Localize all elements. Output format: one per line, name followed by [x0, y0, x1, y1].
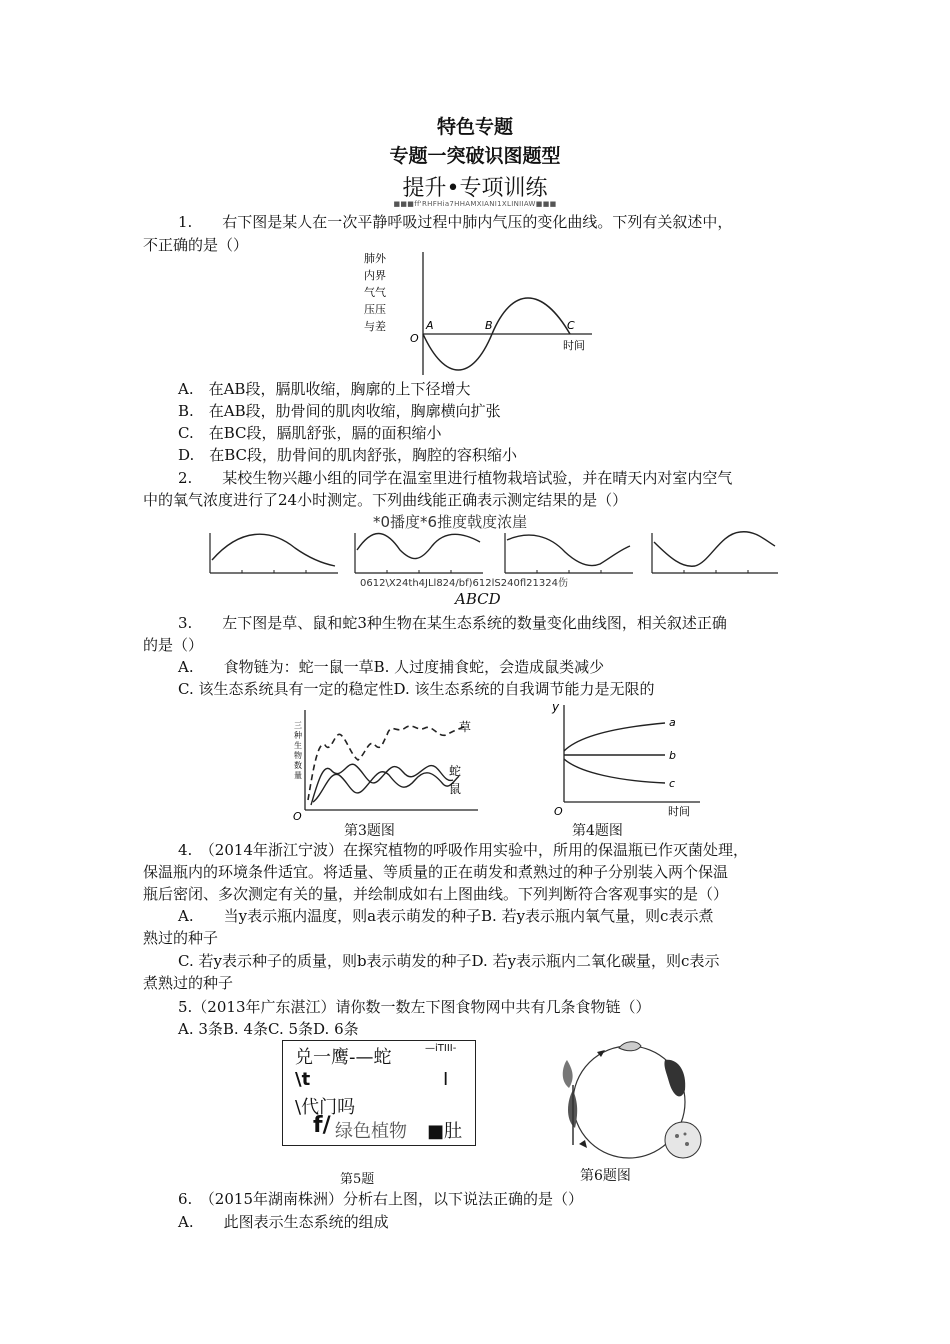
fig3-ylabel-5: 数	[294, 761, 302, 770]
fig4-label-c: c	[669, 777, 676, 790]
fig6-caterpillar-icon	[619, 1042, 641, 1051]
fig4-xlabel: 时间	[668, 805, 690, 818]
q2-figure-footer: 0612\X24th4JLl824/bf)612lS240fl21324伤	[360, 578, 568, 589]
fig6-plant-icon	[563, 1060, 573, 1088]
q5-web-line1: 兑一鹰-—蛇	[295, 1047, 392, 1068]
q2-curve-b	[355, 533, 483, 573]
q6-option-a: A. 此图表示生态系统的组成	[178, 1213, 389, 1231]
q1-point-c: C	[567, 319, 575, 332]
q2-oxygen-curves	[200, 528, 780, 590]
q4-option-line3: C. 若y表示种子的质量，则b表示萌发的种子D. 若y表示瓶内二氧化碳量，则c表示	[178, 952, 720, 970]
q5-caption: 第5题	[340, 1172, 375, 1187]
q3-option-line2: C. 该生态系统具有一定的稳定性D. 该生态系统的自我调节能力是无限的	[178, 680, 655, 698]
q1-option-b: B. 在AB段，肋骨间的肌肉收缩，胸廓横向扩张	[178, 402, 501, 420]
fig3-label-mouse: 鼠	[449, 782, 462, 796]
fig6-caption: 第6题图	[580, 1168, 631, 1184]
q1-origin: O	[410, 332, 419, 345]
fig6-ecosystem-cycle	[545, 1030, 715, 1165]
fig4-origin: O	[554, 805, 563, 818]
q4-option-line1: A. 当y表示瓶内温度，则a表示萌发的种子B. 若y表示瓶内氧气量，则c表示煮	[178, 907, 714, 925]
fig3-label-snake: 蛇	[449, 764, 462, 778]
fig3-mouse-curve	[313, 772, 462, 802]
q1-point-b: B	[485, 319, 493, 332]
q5-web-line3: \代门吗	[295, 1097, 356, 1118]
fig4-caption: 第4题图	[572, 823, 623, 839]
fig6-bird-icon	[664, 1060, 685, 1097]
q1-stem-line2: 不正确的是（）	[143, 236, 249, 254]
section-heading-small: ■■■ff'RHFHia7HHAMXIANI1XLINIIAW■■■	[393, 200, 557, 208]
q1-option-a: A. 在AB段，膈肌收缩，胸廓的上下径增大	[178, 380, 471, 398]
fig3-ylabel-3: 生	[294, 741, 302, 750]
fig3-label-grass: 草	[459, 720, 472, 734]
fig3-grass-curve	[308, 726, 467, 800]
q3-option-line1: A. 食物链为：蛇一鼠一草B. 人过度捕食蛇，会造成鼠类减少	[178, 658, 605, 676]
fig3-origin: O	[293, 810, 302, 823]
q4-stem-line2: 保温瓶内的环境条件适宜。将适量、等质量的正在萌发和煮熟过的种子分别装入两个保温	[143, 863, 729, 881]
q3-stem-line1: 3. 左下图是草、鼠和蛇3种生物在某生态系统的数量变化曲线图，相关叙述正确	[178, 614, 727, 632]
q1-ylabel-5: 与差	[364, 320, 386, 333]
fig3-caption: 第3题图	[344, 823, 395, 839]
q5-options: A. 3条B. 4条C. 5条D. 6条	[178, 1020, 359, 1038]
q2-curve-d	[652, 532, 778, 573]
fig3-ylabel-2: 种	[294, 731, 302, 740]
fig4-label-a: a	[669, 716, 676, 729]
q5-web-line2-right: I	[443, 1069, 449, 1090]
fig6-arrow-icon	[579, 1140, 587, 1148]
q4-option-line4: 煮熟过的种子	[143, 974, 234, 992]
fig6-decomposer-icon	[665, 1122, 701, 1158]
q1-pressure-chart	[360, 250, 600, 380]
fig4-curves-chart	[540, 697, 710, 825]
section-heading: 提升•专项训练	[402, 176, 548, 201]
q6-stem: 6. （2015年湖南株洲）分析右上图，以下说法正确的是（）	[178, 1190, 583, 1208]
fig3-ylabel-4: 物	[294, 751, 302, 760]
q5-food-web-box	[282, 1040, 476, 1146]
q5-web-line4-f: f/	[313, 1113, 331, 1138]
fig3-population-chart	[283, 700, 483, 825]
q5-web-line4-plant: 绿色植物	[335, 1121, 407, 1142]
q1-option-d: D. 在BC段，肋骨间的肌肉舒张，胸腔的容积缩小	[178, 446, 518, 464]
q1-ylabel-2: 内界	[364, 269, 386, 282]
q2-curve-a	[210, 533, 338, 573]
q1-xlabel: 时间	[563, 339, 585, 352]
page-title: 特色专题	[436, 116, 513, 138]
fig3-ylabel-1: 三	[294, 721, 302, 730]
q4-stem-line1: 4. （2014年浙江宁波）在探究植物的呼吸作用实验中，所用的保温瓶已作灭菌处理，	[178, 841, 748, 859]
fig4-curve-c	[564, 759, 665, 783]
fig3-snake-curve	[311, 764, 453, 805]
q1-ylabel-1: 肺外	[364, 252, 386, 265]
q5-web-line4-right: ■肚	[427, 1121, 463, 1142]
q2-figure-caption: ABCD	[455, 590, 501, 608]
q5-web-line1-right: —iTIII-	[425, 1043, 457, 1054]
q5-stem: 5.（2013年广东湛江）请你数一数左下图食物网中共有几条食物链（）	[178, 998, 651, 1016]
q1-point-a: A	[426, 319, 434, 332]
fig4-curve-a	[564, 723, 665, 751]
q2-stem-line1: 2. 某校生物兴趣小组的同学在温室里进行植物栽培试验，并在晴天内对室内空气	[178, 469, 733, 487]
q3-stem-line2: 的是（）	[143, 636, 204, 654]
fig4-ylabel: y	[552, 700, 560, 714]
page-subtitle: 专题一突破识图题型	[389, 145, 561, 167]
q4-option-line2: 熟过的种子	[143, 929, 219, 947]
q2-stem-line2: 中的氧气浓度进行了24小时测定。下列曲线能正确表示测定结果的是（）	[143, 491, 628, 509]
q1-ylabel-3: 气气	[364, 286, 386, 299]
q1-stem-line1: 1. 右下图是某人在一次平静呼吸过程中肺内气压的变化曲线。下列有关叙述中，	[178, 213, 733, 231]
q5-web-line2-left: \t	[295, 1069, 311, 1090]
q1-option-c: C. 在BC段，膈肌舒张，膈的面积缩小	[178, 424, 442, 442]
fig3-ylabel-6: 量	[294, 771, 302, 780]
q1-ylabel-4: 压压	[364, 303, 386, 316]
q2-curve-c	[505, 533, 633, 573]
fig4-label-b: b	[669, 749, 676, 762]
q4-stem-line3: 瓶后密闭、多次测定有关的量，并绘制成如右上图曲线。下列判断符合客观事实的是（）	[143, 885, 729, 903]
q2-figure-header: *0播度*6推度戟度浓崖	[373, 513, 528, 531]
